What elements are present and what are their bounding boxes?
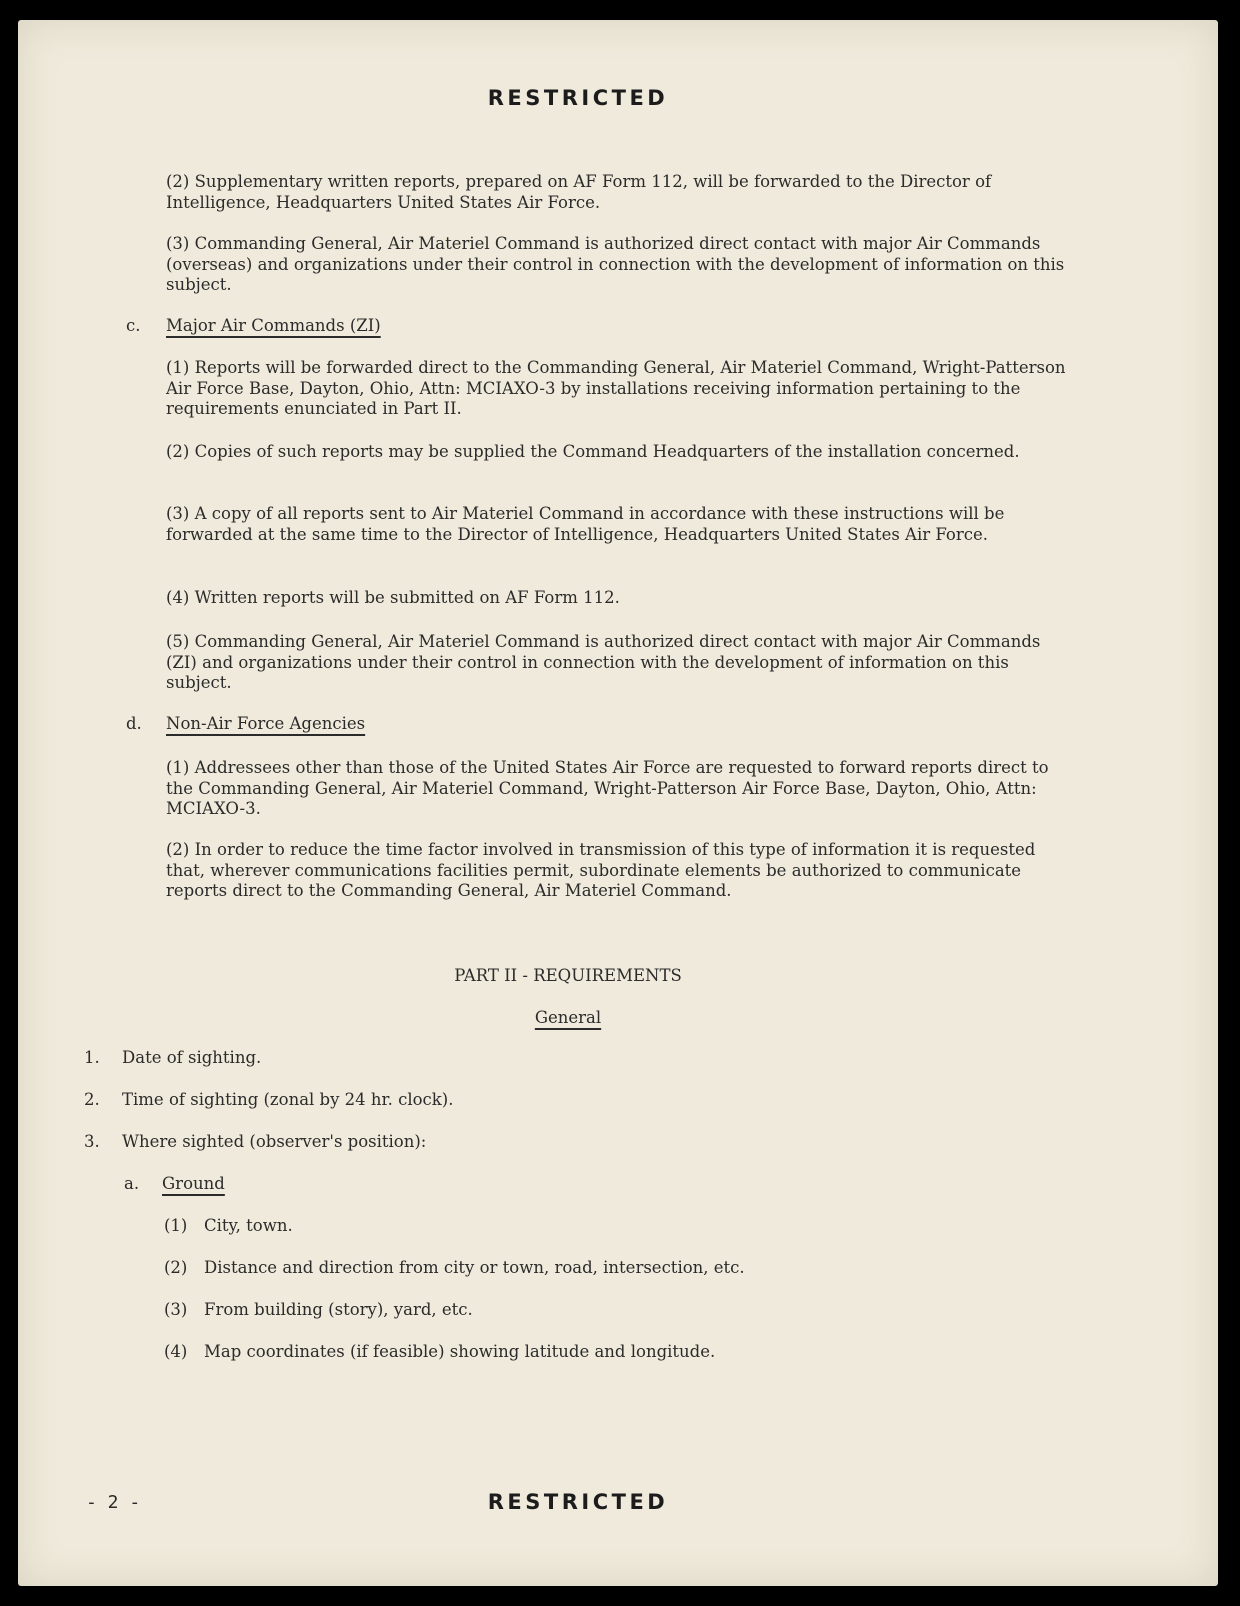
paragraph-c1: (1) Reports will be forwarded direct to the Commanding General, Air Materiel Command, Wright-Patterson Air Force Base, Dayton, Ohio, Attn: MCIAXO-3 by installations receiving information pertaining to the requirements enunciated in Part II. [166, 358, 1066, 418]
paragraph-b2: (2) Supplementary written reports, prepared on AF Form 112, will be forwarded to the Director of Intelligence, Headquarters United States Air Force. [166, 172, 992, 212]
ground-item-3 [164, 1300, 473, 1321]
paragraph-c2: (2) Copies of such reports may be supplied the Command Headquarters of the installation concerned. [166, 442, 1020, 461]
ground-item-4 [164, 1342, 715, 1363]
ground-item-1-num: (1) [164, 1216, 188, 1235]
classification-header: RESTRICTED [487, 86, 669, 110]
ground-item-1-text: City, town. [204, 1216, 293, 1235]
section-d-label: d. [126, 714, 142, 733]
general-subheading-text: General [534, 1008, 602, 1027]
ground-item-4-num: (4) [164, 1342, 188, 1361]
paragraph-d1: (1) Addressees other than those of the United States Air Force are requested to forward reports direct to the Commanding General, Air Materiel Command, Wright-Patterson Air Force Base, Dayton, Ohio, Attn: MCIAXO-3. [166, 758, 1049, 818]
requirement-item-2-num: 2. [84, 1090, 100, 1109]
section-d-heading [126, 714, 365, 735]
requirement-item-2 [84, 1090, 453, 1111]
requirement-item-3-num: 3. [84, 1132, 100, 1151]
ground-item-2 [164, 1258, 745, 1279]
document-page [18, 20, 1218, 1586]
section-c-label: c. [126, 316, 141, 335]
ground-item-1 [164, 1216, 293, 1237]
paragraph-c3: (3) A copy of all reports sent to Air Materiel Command in accordance with these instructions will be forwarded at the same time to the Director of Intelligence, Headquarters United States Air Force. [166, 504, 1005, 544]
page-number: - 2 - [86, 1492, 141, 1513]
requirement-item-3-text: Where sighted (observer's position): [122, 1132, 427, 1151]
requirement-item-1-num: 1. [84, 1048, 100, 1067]
classification-footer: RESTRICTED [487, 1490, 669, 1514]
ground-item-4-text: Map coordinates (if feasible) showing latitude and longitude. [204, 1342, 716, 1361]
paragraph-c5: (5) Commanding General, Air Materiel Command is authorized direct contact with major Air Commands (ZI) and organizations under their control in connection with the development of information on this subject. [166, 632, 1041, 692]
ground-item-2-text: Distance and direction from city or town, road, intersection, etc. [204, 1258, 745, 1277]
ground-item-3-text: From building (story), yard, etc. [204, 1300, 473, 1319]
general-subheading [18, 1008, 1118, 1029]
paragraph-c4: (4) Written reports will be submitted on AF Form 112. [166, 588, 620, 607]
paragraph-b3: (3) Commanding General, Air Materiel Command is authorized direct contact with major Air Commands (overseas) and organizations under their control in connection with the development of information on this subject. [166, 234, 1065, 294]
requirement-item-3 [84, 1132, 426, 1153]
ground-heading [124, 1174, 225, 1195]
paragraph-d2: (2) In order to reduce the time factor involved in transmission of this type of information it is requested that, wherever communications facilities permit, subordinate elements be authorized to communicate reports direct to the Commanding General, Air Materiel Command. [166, 840, 1036, 900]
requirement-item-1-text: Date of sighting. [122, 1048, 262, 1067]
ground-label: a. [124, 1174, 140, 1193]
part-ii-heading: PART II - REQUIREMENTS [454, 966, 682, 985]
section-d-title: Non-Air Force Agencies [166, 714, 366, 733]
section-c-title: Major Air Commands (ZI) [166, 316, 381, 335]
requirement-item-1 [84, 1048, 261, 1069]
requirement-item-2-text: Time of sighting (zonal by 24 hr. clock). [122, 1090, 454, 1109]
section-c-heading [126, 316, 381, 337]
ground-item-3-num: (3) [164, 1300, 188, 1319]
ground-item-2-num: (2) [164, 1258, 188, 1277]
ground-title: Ground [162, 1174, 225, 1193]
